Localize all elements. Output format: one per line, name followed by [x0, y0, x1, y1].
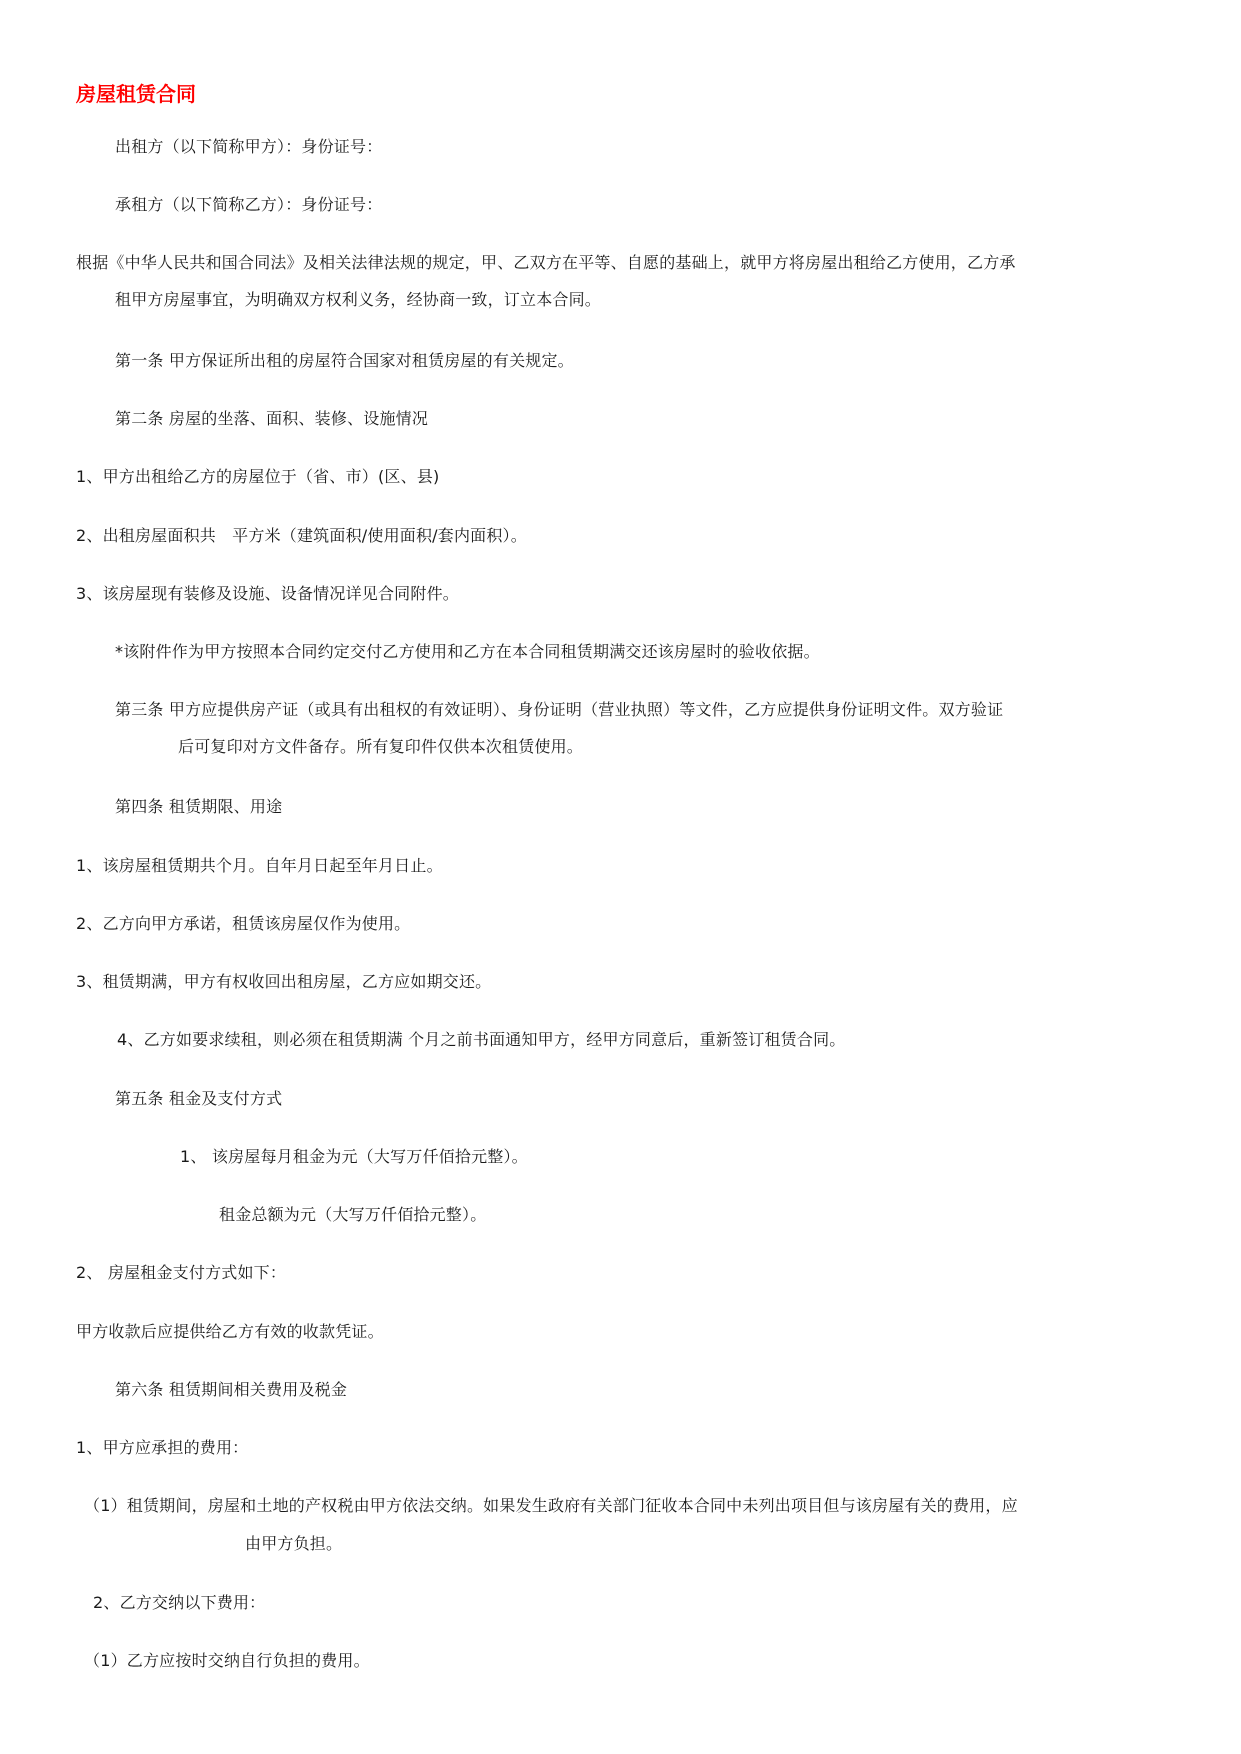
lessee-fee-line: （1）乙方应按时交纳自行负担的费用。	[84, 1651, 370, 1670]
article-2-heading: 第二条 房屋的坐落、面积、装修、设施情况	[115, 409, 429, 428]
attachment-note: *该附件作为甲方按照本合同约定交付乙方使用和乙方在本合同租赁期满交还该房屋时的验收依据。	[115, 642, 820, 661]
article-6-item-2: 2、乙方交纳以下费用：	[93, 1593, 266, 1612]
lessor-line: 出租方（以下简称甲方）：身份证号：	[115, 137, 383, 156]
article-5-item-2: 2、 房屋租金支付方式如下：	[76, 1263, 287, 1282]
article-5-heading: 第五条 租金及支付方式	[115, 1089, 283, 1108]
article-1: 第一条 甲方保证所出租的房屋符合国家对租赁房屋的有关规定。	[115, 351, 574, 370]
article-3-line-2: 后可复印对方文件备存。所有复印件仅供本次租赁使用。	[178, 737, 584, 756]
document-title: 房屋租赁合同	[76, 82, 196, 106]
article-4-item-3: 3、租赁期满，甲方有权收回出租房屋，乙方应如期交还。	[76, 972, 492, 991]
article-2-item-1: 1、甲方出租给乙方的房屋位于（省、市）(区、县)	[76, 467, 440, 486]
lessor-fee-line-1: （1）租赁期间，房屋和土地的产权税由甲方依法交纳。如果发生政府有关部门征收本合同中未列出项目但与该房屋有关的费用，应	[84, 1496, 1018, 1515]
article-6-heading: 第六条 租赁期间相关费用及税金	[115, 1380, 348, 1399]
article-5-item-1: 1、 该房屋每月租金为元（大写万仟佰拾元整）。	[180, 1147, 528, 1166]
preamble-line-2: 租甲方房屋事宜，为明确双方权利义务，经协商一致，订立本合同。	[115, 290, 602, 309]
article-3-line-1: 第三条 甲方应提供房产证（或具有出租权的有效证明）、身份证明（营业执照）等文件，乙方应提供身份证明文件。双方验证	[115, 700, 1004, 719]
article-4-item-2: 2、乙方向甲方承诺，租赁该房屋仅作为使用。	[76, 914, 411, 933]
article-2-item-2: 2、出租房屋面积共 平方米（建筑面积/使用面积/套内面积）。	[76, 526, 527, 545]
article-2-item-3: 3、该房屋现有装修及设施、设备情况详见合同附件。	[76, 584, 459, 603]
article-4-item-4: 4、乙方如要求续租，则必须在租赁期满 个月之前书面通知甲方，经甲方同意后，重新签订租赁合同。	[117, 1030, 846, 1049]
article-6-item-1: 1、甲方应承担的费用：	[76, 1438, 249, 1457]
article-4-heading: 第四条 租赁期限、用途	[115, 797, 283, 816]
lessor-fee-line-2: 由甲方负担。	[245, 1534, 343, 1553]
article-4-item-1: 1、该房屋租赁期共个月。自年月日起至年月日止。	[76, 856, 443, 875]
receipt-line: 甲方收款后应提供给乙方有效的收款凭证。	[76, 1322, 384, 1341]
total-rent-line: 租金总额为元（大写万仟佰拾元整）。	[219, 1205, 487, 1224]
preamble-line-1: 根据《中华人民共和国合同法》及相关法律法规的规定，甲、乙双方在平等、自愿的基础上，就甲方将房屋出租给乙方使用，乙方承	[76, 253, 1016, 272]
lessee-line: 承租方（以下简称乙方）：身份证号：	[115, 195, 383, 214]
